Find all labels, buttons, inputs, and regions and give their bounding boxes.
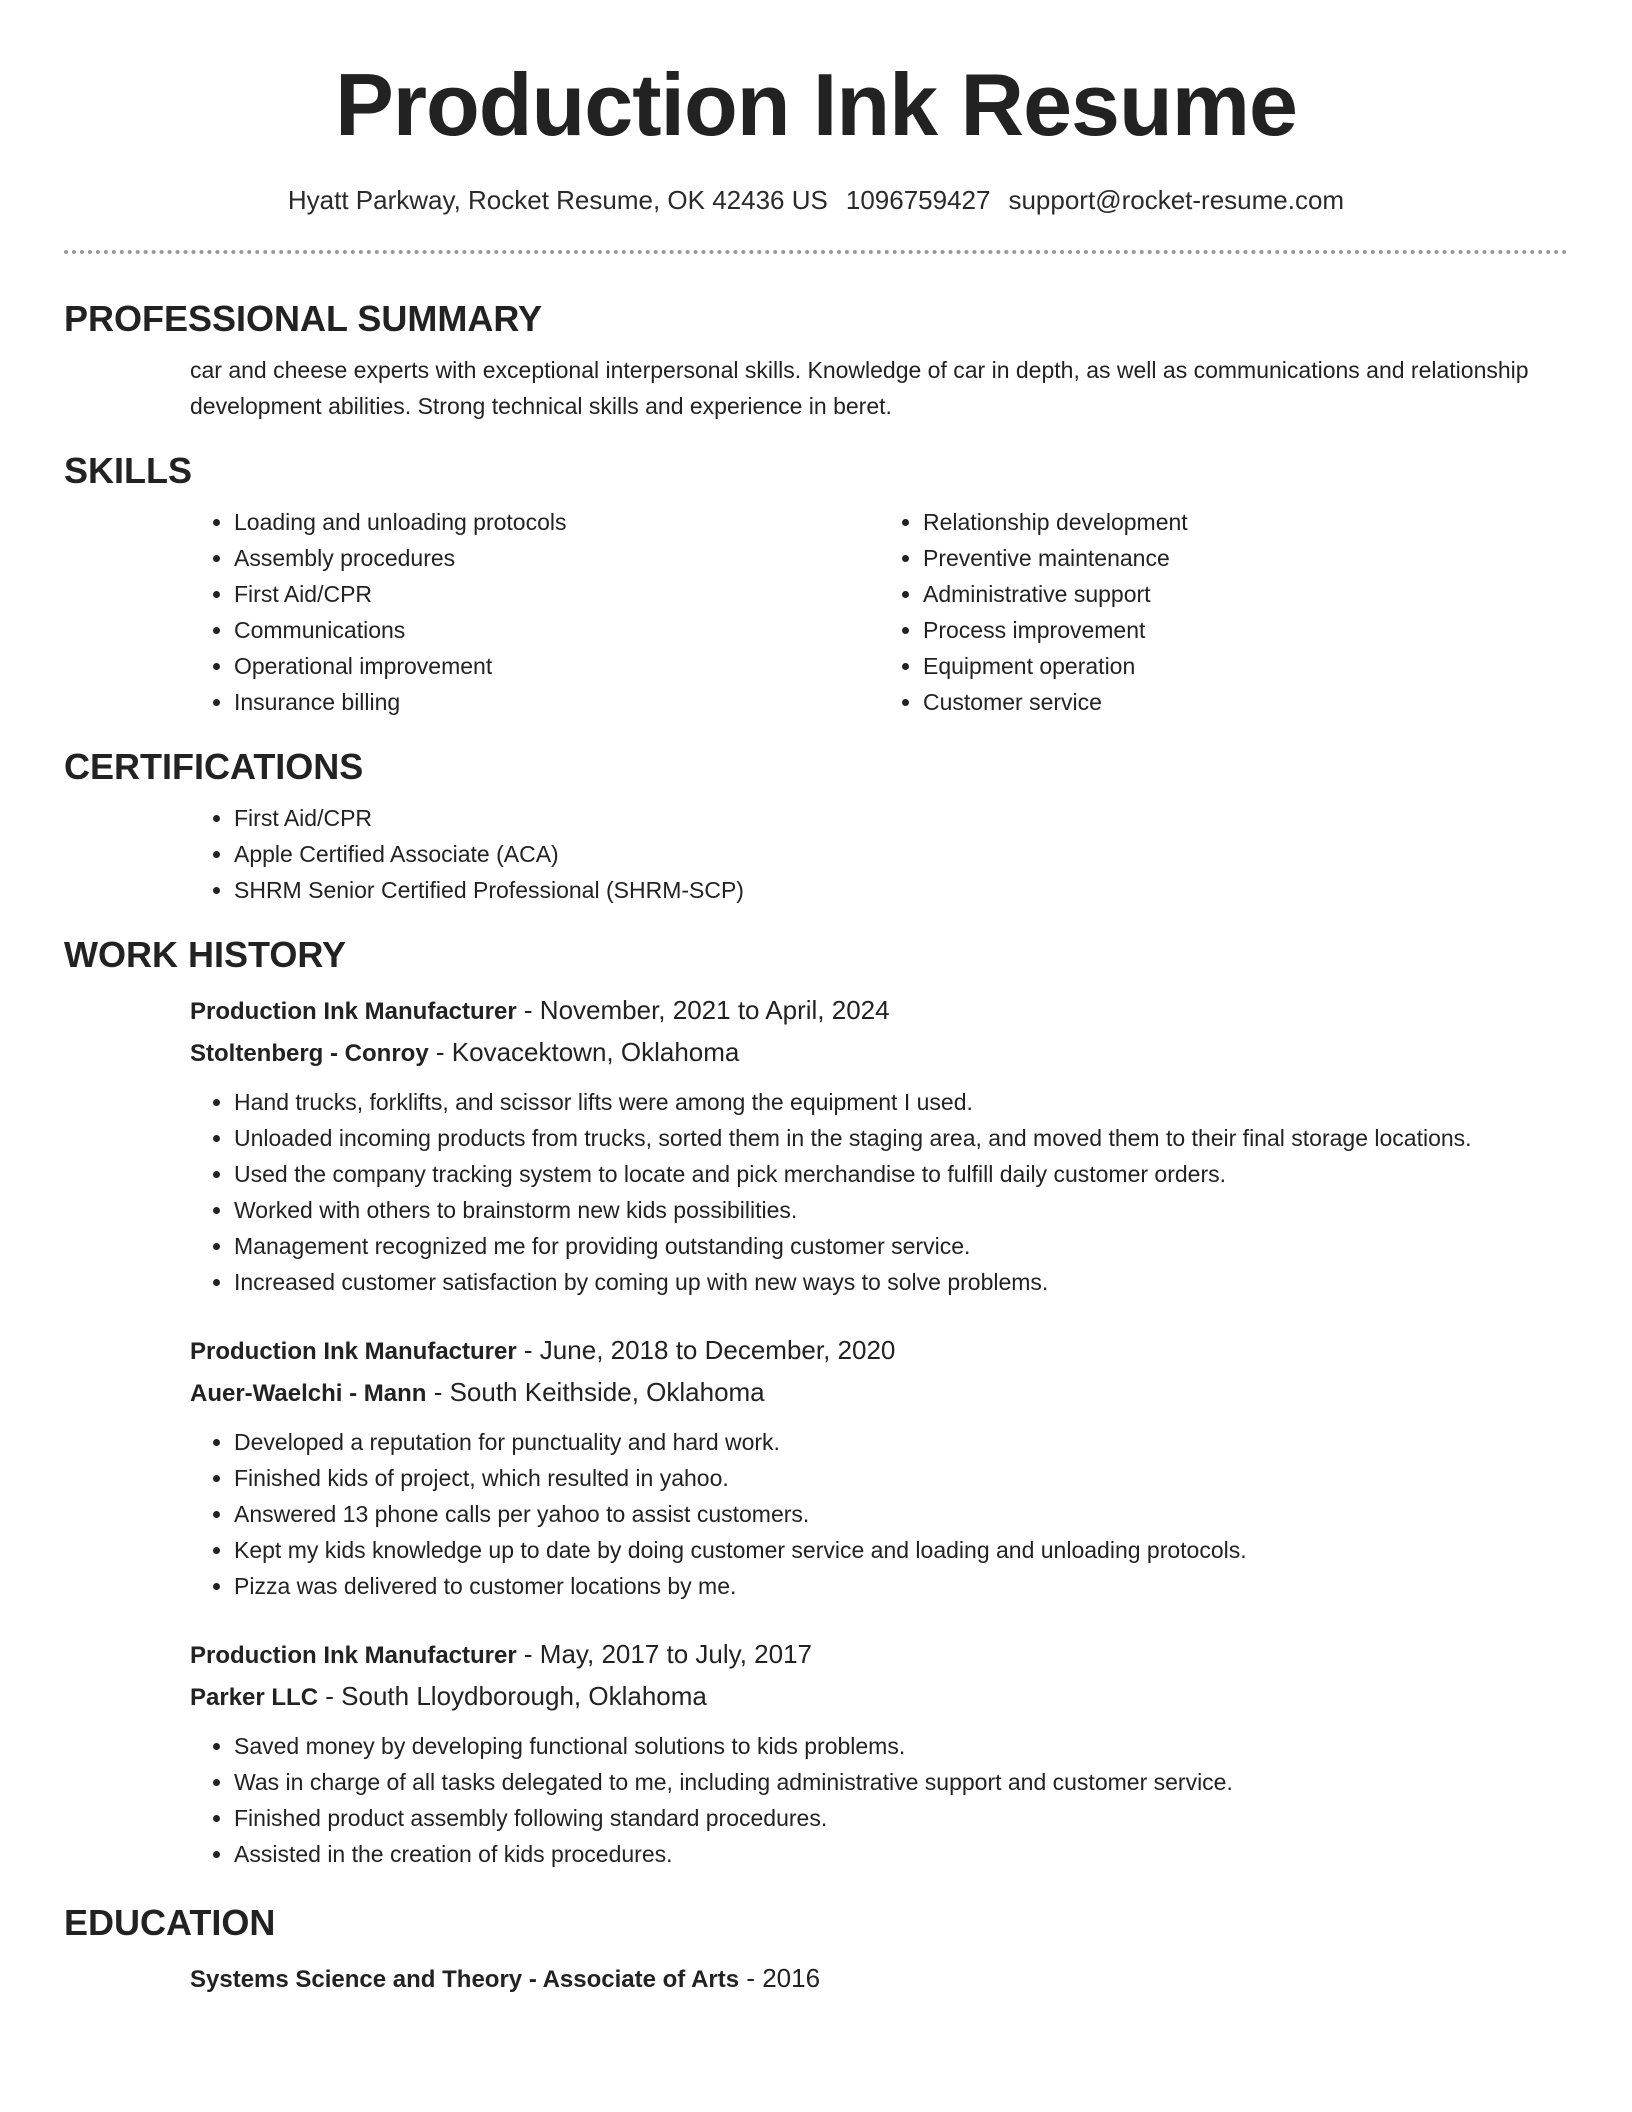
education-heading: EDUCATION [64, 1902, 276, 1944]
job-dates: - May, 2017 to July, 2017 [516, 1639, 813, 1670]
education-entry [190, 1958, 1568, 2000]
skills-left-list [190, 504, 879, 720]
education-section [64, 1902, 1568, 2000]
contact-email: support@rocket-resume.com [1008, 185, 1345, 216]
certification-item: • First Aid/CPR [234, 800, 1568, 836]
summary-heading: PROFESSIONAL SUMMARY [64, 298, 543, 340]
job-bullet: • Used the company tracking system to locate and pick merchandise to fulfill daily customer orders. [234, 1156, 1568, 1192]
job-bullet: • Assisted in the creation of kids procedures. [234, 1836, 1568, 1872]
contact-line [0, 185, 1632, 216]
job-bullet: • Kept my kids knowledge up to date by doing customer service and loading and unloading protocols. [234, 1532, 1568, 1568]
certifications-section [64, 746, 1568, 908]
job-company: Stoltenberg - Conroy [190, 1040, 429, 1068]
job-company-line [190, 1372, 1568, 1414]
resume-header [0, 0, 1632, 254]
certification-item: • SHRM Senior Certified Professional (SHRM-SCP) [234, 872, 1568, 908]
job-dates: - June, 2018 to December, 2020 [516, 1335, 896, 1366]
job-bullet: • Increased customer satisfaction by coming up with new ways to solve problems. [234, 1264, 1568, 1300]
skill-item: • Process improvement [923, 612, 1568, 648]
contact-phone: 1096759427 [845, 185, 991, 216]
job-title-line [190, 1330, 1568, 1372]
skills-section [64, 450, 1568, 720]
job-bullet: • Developed a reputation for punctuality and hard work. [234, 1424, 1568, 1460]
job-entry [190, 1330, 1568, 1604]
job-bullet: • Was in charge of all tasks delegated to me, including administrative support and customer service. [234, 1764, 1568, 1800]
skill-item: • Communications [234, 612, 879, 648]
skill-item: • Equipment operation [923, 648, 1568, 684]
job-bullet: • Pizza was delivered to customer locations by me. [234, 1568, 1568, 1604]
skill-item: • Operational improvement [234, 648, 879, 684]
resume-name: Production Ink Resume [335, 55, 1297, 154]
job-company-line [190, 1676, 1568, 1718]
skills-right-list [879, 504, 1568, 720]
skill-item: • Relationship development [923, 504, 1568, 540]
skill-item: • Insurance billing [234, 684, 879, 720]
skills-heading: SKILLS [64, 450, 193, 492]
summary-text: car and cheese experts with exceptional interpersonal skills. Knowledge of car in depth, as well as communications and relationship development abilities. Strong technical skills and experience in beret. [190, 357, 1529, 420]
job-bullet: • Finished kids of project, which resulted in yahoo. [234, 1460, 1568, 1496]
skill-item: • Preventive maintenance [923, 540, 1568, 576]
skill-item: • Loading and unloading protocols [234, 504, 879, 540]
certifications-list [190, 800, 1568, 908]
skills-grid [190, 504, 1568, 720]
job-company: Auer-Waelchi - Mann [190, 1380, 427, 1408]
job-title-line [190, 990, 1568, 1032]
work-history-heading: WORK HISTORY [64, 934, 347, 976]
job-entry [190, 990, 1568, 1300]
skill-item: • Assembly procedures [234, 540, 879, 576]
job-entry [190, 1634, 1568, 1872]
job-bullet: • Answered 13 phone calls per yahoo to assist customers. [234, 1496, 1568, 1532]
education-degree: Systems Science and Theory - Associate of Arts [190, 1966, 740, 1994]
job-location: - South Lloydborough, Oklahoma [318, 1681, 707, 1712]
certifications-heading: CERTIFICATIONS [64, 746, 364, 788]
job-company-line [190, 1032, 1568, 1074]
job-title-line [190, 1634, 1568, 1676]
skill-item: • Customer service [923, 684, 1568, 720]
job-bullets [190, 1084, 1568, 1300]
contact-address: Hyatt Parkway, Rocket Resume, OK 42436 US [287, 185, 828, 216]
education-year: - 2016 [739, 1963, 821, 1994]
work-history-section [64, 934, 1568, 1872]
job-bullet: • Worked with others to brainstorm new kids possibilities. [234, 1192, 1568, 1228]
job-bullet: • Saved money by developing functional solutions to kids problems. [234, 1728, 1568, 1764]
job-bullet: • Hand trucks, forklifts, and scissor lifts were among the equipment I used. [234, 1084, 1568, 1120]
job-role: Production Ink Manufacturer [190, 1642, 517, 1670]
job-role: Production Ink Manufacturer [190, 998, 517, 1026]
job-dates: - November, 2021 to April, 2024 [516, 995, 890, 1026]
job-bullets [190, 1728, 1568, 1872]
job-location: - Kovacektown, Oklahoma [428, 1037, 740, 1068]
job-bullet: • Unloaded incoming products from trucks, sorted them in the staging area, and moved them to their final storage locations. [234, 1120, 1568, 1156]
job-bullets [190, 1424, 1568, 1604]
certification-item: • Apple Certified Associate (ACA) [234, 836, 1568, 872]
job-bullet: • Finished product assembly following standard procedures. [234, 1800, 1568, 1836]
summary-section [64, 298, 1568, 424]
job-bullet: • Management recognized me for providing outstanding customer service. [234, 1228, 1568, 1264]
skill-item: • Administrative support [923, 576, 1568, 612]
job-location: - South Keithside, Oklahoma [426, 1377, 765, 1408]
skill-item: • First Aid/CPR [234, 576, 879, 612]
job-company: Parker LLC [190, 1684, 319, 1712]
header-divider [64, 250, 1568, 254]
job-role: Production Ink Manufacturer [190, 1338, 517, 1366]
